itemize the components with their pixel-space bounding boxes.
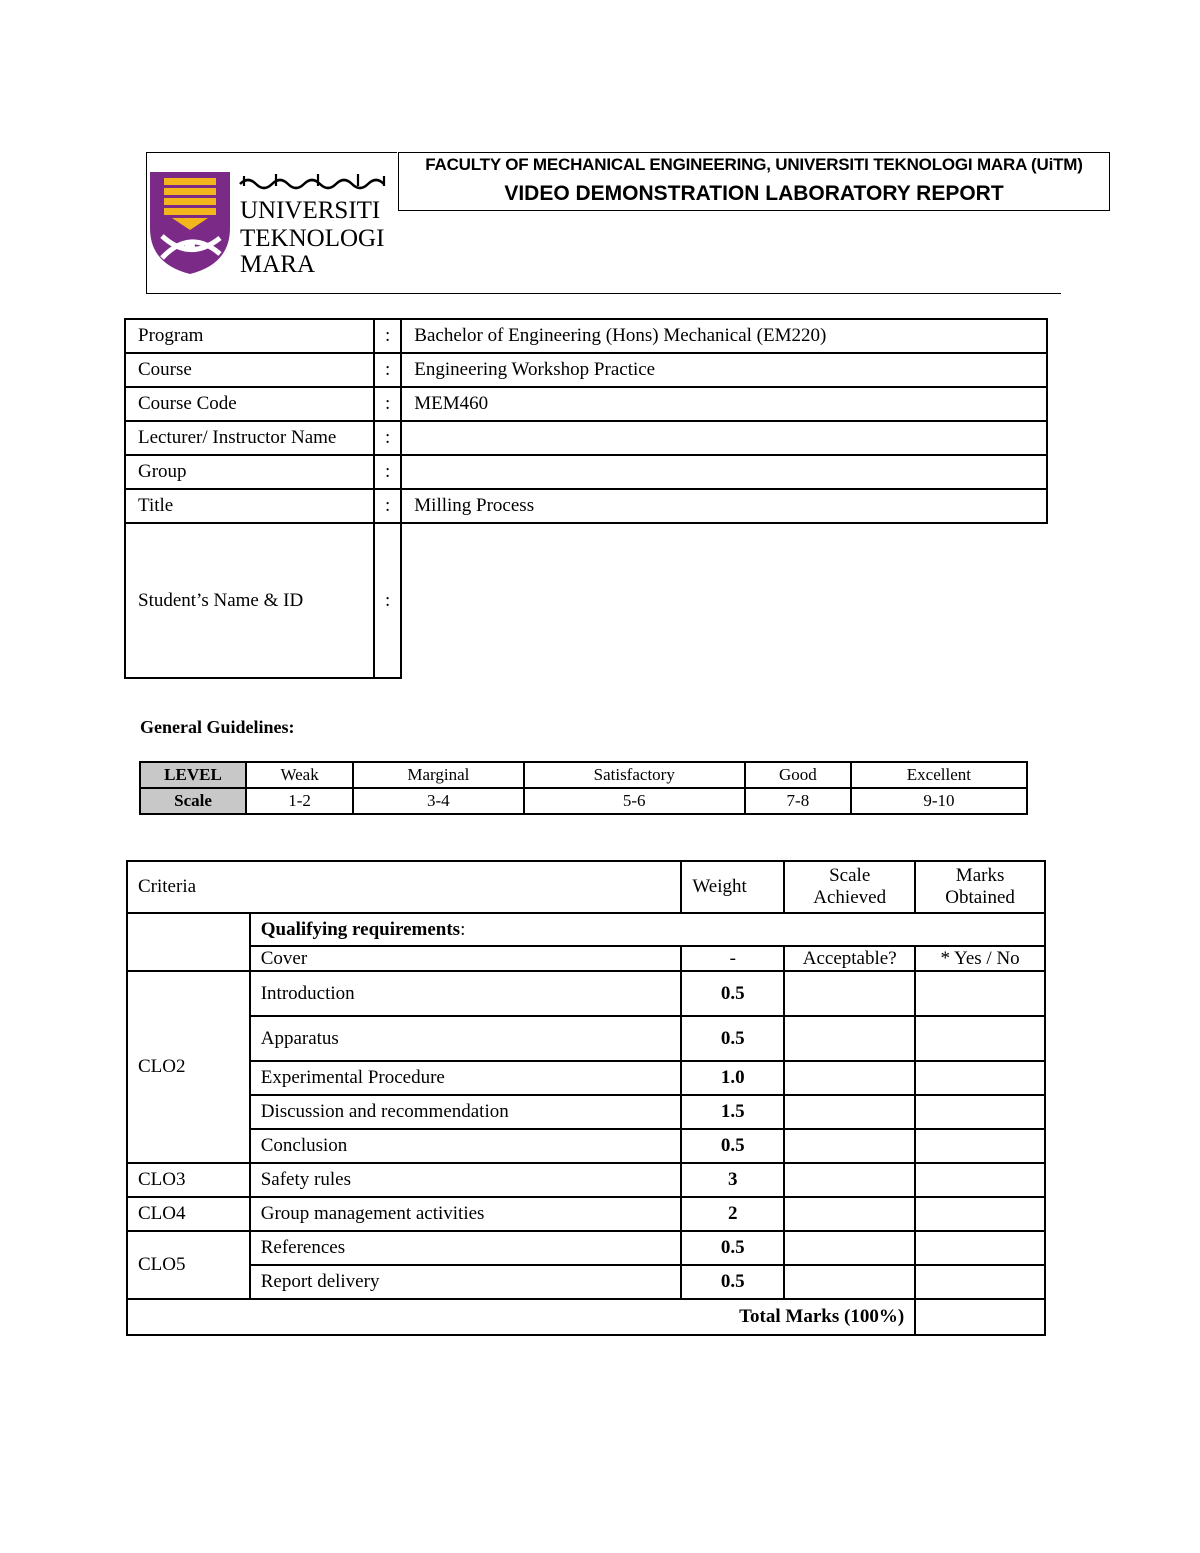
- faculty-heading: FACULTY OF MECHANICAL ENGINEERING, UNIVERSITI TEKNOLOGI MARA (UiTM): [425, 155, 1083, 174]
- marks-obtained-header: Marks Obtained: [915, 861, 1045, 913]
- scale-cell: 1-2: [246, 788, 353, 814]
- level-cell: Good: [745, 762, 851, 788]
- info-colon: :: [374, 523, 401, 678]
- report-title: VIDEO DEMONSTRATION LABORATORY REPORT: [504, 182, 1004, 205]
- total-row: [127, 1299, 1045, 1335]
- criteria-label: Safety rules: [250, 1163, 682, 1197]
- info-row-lecturer: [125, 421, 1047, 455]
- scale-cell: 5-6: [524, 788, 745, 814]
- cover-marks[interactable]: * Yes / No: [915, 946, 1045, 971]
- criteria-weight: 0.5: [681, 1129, 784, 1163]
- scale-achieved-cell[interactable]: [784, 1197, 915, 1231]
- scale-achieved-cell[interactable]: [784, 1163, 915, 1197]
- criteria-weight: 0.5: [681, 1265, 784, 1299]
- info-colon: :: [374, 387, 401, 421]
- info-label: Course: [125, 353, 374, 387]
- total-marks-cell[interactable]: [915, 1299, 1045, 1335]
- info-row-group: [125, 455, 1047, 489]
- criteria-weight: 0.5: [681, 1231, 784, 1265]
- criteria-label: Report delivery: [250, 1265, 682, 1299]
- info-label: Title: [125, 489, 374, 523]
- cover-row: [127, 946, 1045, 971]
- info-value-course[interactable]: Engineering Workshop Practice: [401, 353, 1047, 387]
- scale-achieved-cell[interactable]: [784, 1061, 915, 1095]
- header-divider: [146, 293, 1061, 294]
- scale-achieved-cell[interactable]: [784, 1095, 915, 1129]
- marks-obtained-cell[interactable]: [915, 1265, 1045, 1299]
- clo5-label: CLO5: [127, 1231, 250, 1299]
- info-colon: :: [374, 421, 401, 455]
- info-value-student[interactable]: [401, 523, 1047, 678]
- criteria-label: Group management activities: [250, 1197, 682, 1231]
- level-cell: Satisfactory: [524, 762, 745, 788]
- cover-weight: -: [681, 946, 784, 971]
- clo3-label: CLO3: [127, 1163, 250, 1197]
- logo-teknologi: TEKNOLOGI: [240, 225, 385, 252]
- criteria-row: [127, 1231, 1045, 1265]
- info-colon: :: [374, 489, 401, 523]
- criteria-label: Apparatus: [250, 1016, 682, 1061]
- marks-obtained-cell[interactable]: [915, 1197, 1045, 1231]
- criteria-label: Conclusion: [250, 1129, 682, 1163]
- criteria-label: Experimental Procedure: [250, 1061, 682, 1095]
- criteria-header: Criteria: [127, 861, 681, 913]
- info-value-lecturer[interactable]: [401, 421, 1047, 455]
- clo2-label: CLO2: [127, 971, 250, 1163]
- scale-achieved-cell[interactable]: [784, 1231, 915, 1265]
- title-box: [398, 152, 1110, 211]
- criteria-header-row: [127, 861, 1045, 913]
- qualifying-label: Qualifying requirements: [260, 918, 461, 940]
- cover-scale: Acceptable?: [784, 946, 915, 971]
- criteria-weight: 0.5: [681, 1016, 784, 1061]
- marks-obtained-cell[interactable]: [915, 1129, 1045, 1163]
- info-colon: :: [374, 319, 401, 353]
- criteria-row: [127, 1163, 1045, 1197]
- info-value-course-code[interactable]: MEM460: [401, 387, 1047, 421]
- info-label: Course Code: [125, 387, 374, 421]
- marks-obtained-cell[interactable]: [915, 1095, 1045, 1129]
- criteria-label: Introduction: [250, 971, 682, 1016]
- info-label: Student’s Name & ID: [125, 523, 374, 678]
- scale-cell: 7-8: [745, 788, 851, 814]
- total-marks-label: Total Marks (100%): [127, 1299, 915, 1335]
- logo-mara: MARA: [240, 251, 316, 278]
- info-colon: :: [374, 353, 401, 387]
- info-row-student: [125, 523, 1047, 678]
- scale-achieved-cell[interactable]: [784, 1129, 915, 1163]
- criteria-weight: 3: [681, 1163, 784, 1197]
- guidelines-heading: General Guidelines:: [140, 717, 295, 737]
- criteria-row: [127, 1197, 1045, 1231]
- level-row: [140, 762, 1027, 788]
- info-label: Group: [125, 455, 374, 489]
- info-row-title: [125, 489, 1047, 523]
- scale-achieved-cell[interactable]: [784, 1016, 915, 1061]
- cover-label: Cover: [250, 946, 682, 971]
- info-row-course: [125, 353, 1047, 387]
- criteria-row: [127, 1095, 1045, 1129]
- criteria-row: [127, 971, 1045, 1016]
- info-value-program[interactable]: Bachelor of Engineering (Hons) Mechanical (EM220): [401, 319, 1047, 353]
- qualifying-blank: [127, 913, 250, 971]
- uitm-logo: [148, 166, 394, 278]
- logo-universiti: UNIVERSITI: [240, 197, 381, 224]
- scale-cell: 9-10: [851, 788, 1027, 814]
- criteria-label: References: [250, 1231, 682, 1265]
- level-cell: Weak: [246, 762, 353, 788]
- info-row-program: [125, 319, 1047, 353]
- info-value-group[interactable]: [401, 455, 1047, 489]
- scale-achieved-cell[interactable]: [784, 1265, 915, 1299]
- scale-header: Scale: [140, 788, 246, 814]
- scale-cell: 3-4: [353, 788, 523, 814]
- scale-achieved-header: Scale Achieved: [784, 861, 915, 913]
- weight-header: Weight: [681, 861, 784, 913]
- criteria-label: Discussion and recommendation: [250, 1095, 682, 1129]
- criteria-row: [127, 1129, 1045, 1163]
- level-cell: Excellent: [851, 762, 1027, 788]
- level-cell: Marginal: [353, 762, 523, 788]
- qualifying-row: [127, 913, 1045, 946]
- criteria-weight: 2: [681, 1197, 784, 1231]
- info-colon: :: [374, 455, 401, 489]
- scale-achieved-cell[interactable]: [784, 971, 915, 1016]
- criteria-weight: 1.5: [681, 1095, 784, 1129]
- marks-obtained-cell[interactable]: [915, 1016, 1045, 1061]
- marks-obtained-cell[interactable]: [915, 1163, 1045, 1197]
- qualifying-heading: [250, 913, 1045, 946]
- info-label: Program: [125, 319, 374, 353]
- qualifying-colon: :: [460, 918, 466, 940]
- info-value-title[interactable]: Milling Process: [401, 489, 1047, 523]
- criteria-table: [126, 860, 1046, 1336]
- level-header: LEVEL: [140, 762, 246, 788]
- criteria-row: [127, 1016, 1045, 1061]
- marks-obtained-cell[interactable]: [915, 1231, 1045, 1265]
- info-table: [124, 318, 1048, 679]
- criteria-row: [127, 1061, 1045, 1095]
- info-row-course-code: [125, 387, 1047, 421]
- marks-obtained-cell[interactable]: [915, 971, 1045, 1016]
- criteria-weight: 0.5: [681, 971, 784, 1016]
- scale-row: [140, 788, 1027, 814]
- info-label: Lecturer/ Instructor Name: [125, 421, 374, 455]
- clo4-label: CLO4: [127, 1197, 250, 1231]
- criteria-weight: 1.0: [681, 1061, 784, 1095]
- marks-obtained-cell[interactable]: [915, 1061, 1045, 1095]
- criteria-row: [127, 1265, 1045, 1299]
- scale-table: [139, 761, 1028, 815]
